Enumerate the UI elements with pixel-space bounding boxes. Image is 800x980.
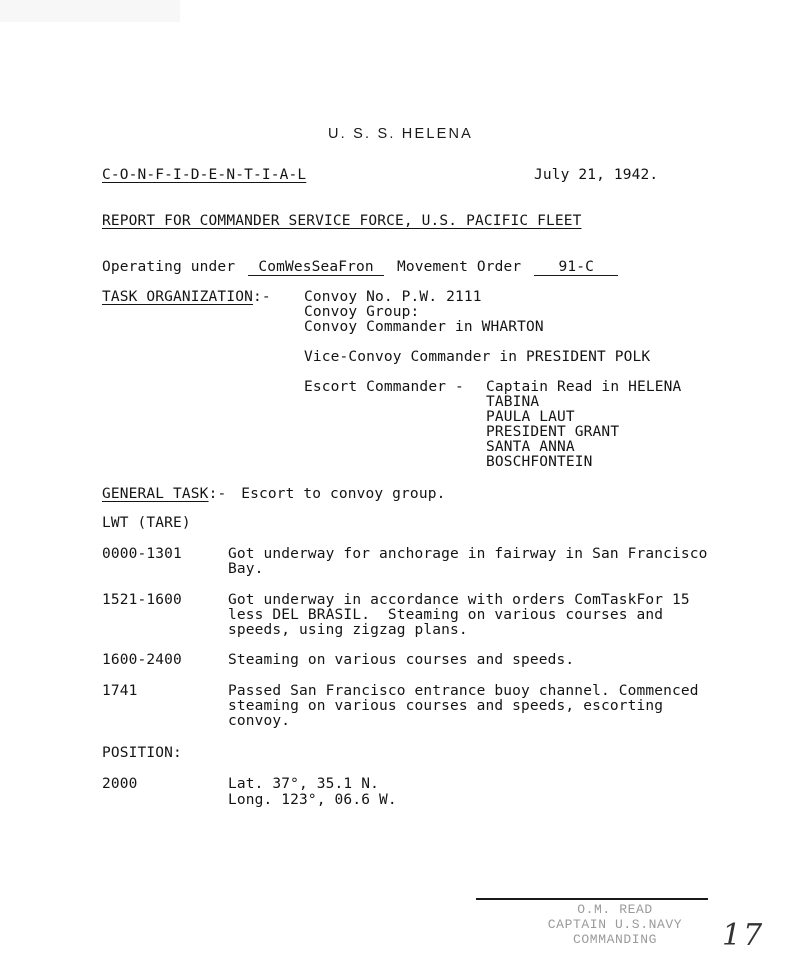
stamp-line: COMMANDING [572, 932, 657, 947]
log-time: 1521-1600 [102, 592, 182, 608]
convoy-line-2: Convoy Group: [304, 304, 420, 320]
operating-middle: Movement Order [396, 259, 522, 275]
operating-line [102, 260, 618, 276]
log-entry: Passed San Francisco entrance buoy channel. Commenced steaming on various courses and speeds, escorting convoy. [228, 683, 699, 729]
log-time: 1741 [102, 683, 138, 699]
operating-prefix: Operating under [102, 259, 236, 275]
escort-line-3: PAULA LAUT [486, 409, 575, 425]
task-organization-suffix: :- [252, 289, 271, 305]
scan-artifact [0, 0, 180, 22]
convoy-line-3: Convoy Commander in WHARTON [304, 319, 544, 335]
general-task-text: Escort to convoy group. [241, 486, 446, 502]
task-organization-label: TASK ORGANIZATION [102, 289, 253, 305]
escort-line-1: Captain Read in HELENA [486, 379, 682, 395]
general-task-suffix: :- [208, 486, 227, 502]
position-label: POSITION: [102, 745, 182, 761]
stamp-line: O.M. READ [577, 902, 653, 917]
movement-order-number: 91-C [534, 260, 618, 276]
classification: C-O-N-F-I-D-E-N-T-I-A-L [102, 167, 307, 183]
position-latitude: Lat. 37°, 35.1 N. [228, 776, 379, 792]
task-organization-heading [102, 290, 271, 305]
signature-stamp [520, 902, 710, 947]
position-longitude: Long. 123°, 06.6 W. [228, 792, 397, 808]
log-entry: Got underway in accordance with orders ComTaskFor 15 less DEL BRASIL. Steaming on various courses and speeds, using zigzag plans. [228, 592, 690, 638]
log-time: 0000-1301 [102, 546, 182, 562]
operating-authority: ComWesSeaFron [248, 260, 384, 276]
date: July 21, 1942. [534, 167, 659, 183]
vice-convoy-commander: Vice-Convoy Commander in PRESIDENT POLK [304, 349, 651, 365]
page-number: 17 [722, 918, 765, 953]
log-time: 1600-2400 [102, 652, 182, 668]
signature-line [476, 898, 708, 900]
ship-heading: U. S. S. HELENA [328, 126, 474, 142]
time-zone-label: LWT (TARE) [102, 515, 191, 531]
general-task-label: GENERAL TASK [102, 486, 209, 502]
convoy-line-1: Convoy No. P.W. 2111 [304, 289, 482, 305]
report-title: REPORT FOR COMMANDER SERVICE FORCE, U.S. PACIFIC FLEET [102, 213, 582, 229]
escort-commander-label: Escort Commander - [304, 379, 464, 395]
stamp-line: CAPTAIN U.S.NAVY [547, 917, 683, 932]
escort-line-4: PRESIDENT GRANT [486, 424, 620, 440]
position-time: 2000 [102, 776, 138, 792]
log-entry: Steaming on various courses and speeds. [228, 652, 575, 668]
log-entry: Got underway for anchorage in fairway in San Francisco Bay. [228, 546, 708, 577]
general-task [102, 487, 445, 502]
escort-line-2: TABINA [486, 394, 540, 410]
escort-line-5: SANTA ANNA [486, 439, 575, 455]
escort-line-6: BOSCHFONTEIN [486, 454, 593, 470]
